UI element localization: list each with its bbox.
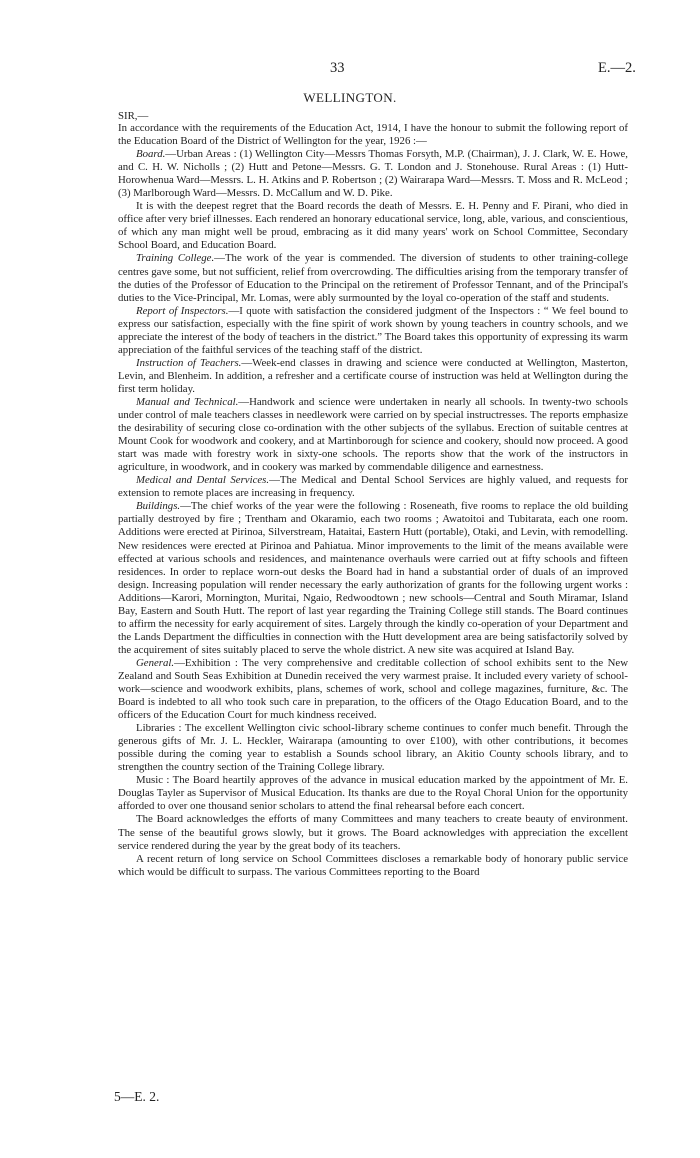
paragraph-intro bbox=[118, 122, 628, 148]
section-heading-buildings: Buildings. bbox=[136, 500, 181, 513]
paragraph-board bbox=[118, 148, 628, 200]
paragraph-text: Music : The Board heartily approves of the advance in musical education marked by the appointment of Mr. E. Douglas Tayler as Supervisor of Musical Education. Its thanks are due to the Royal Choral Union for the opportunity afforded to over one thousand senior scholars to attend the final rehearsal before each concert. bbox=[118, 774, 628, 813]
paragraph-text: The Board acknowledges the efforts of many Committees and many teachers to create beauty of environment. The sense of the beautiful grows slowly, but it grows. The Board acknowledges with appreciation the excellent service rendered during the year by the great body of its teachers. bbox=[118, 813, 628, 852]
section-heading-board: Board. bbox=[136, 148, 166, 161]
paragraph-text: —I quote with satisfaction the considered judgment of the Inspectors : “ We feel bound to express our satisfaction, especially with the fine spirit of work shown by young teachers in country schools, and we appreciate the interest of the body of teachers in the district.” The Board takes this opportunity of expressing its warm appreciation of the faithful services of the teaching staff of the district. bbox=[118, 304, 628, 356]
footer-signature-code: 5—E. 2. bbox=[114, 1089, 160, 1104]
paragraph-text: —Handwork and science were undertaken in nearly all schools. In twenty-two schools under control of male teachers classes in needlework were carried on by special instructresses. The reports emphasize the desirability of securing close co-ordination with the other subjects of the syllabus. Erection of suitable centres at Mount Cook for woodwork and cookery, and at Martinborough for science and cookery, should now proceed. A good start was made with forestry work in sixty-one schools. The reports show that the work of the instructors in agriculture, in woodwork, and in cookery was marked by commendable diligence and earnestness. bbox=[118, 395, 628, 474]
paragraph-libraries bbox=[118, 722, 628, 774]
section-heading-medical: Medical and Dental Services. bbox=[136, 474, 270, 487]
paragraph-buildings bbox=[118, 500, 628, 657]
paragraph-obituary bbox=[118, 200, 628, 252]
paragraph-manual bbox=[118, 396, 628, 474]
paragraph-text: Libraries : The excellent Wellington civic school-library scheme continues to confer much benefit. Through the generous gifts of Mr. J. L. Heckler, Wairarapa (amounting to over £100), with other contributions, it becomes possible during the coming year to establish a Sounds school library, an Akitio County schools library, and to strengthen the country section of the Training College library. bbox=[118, 722, 628, 774]
paragraph-text: —Urban Areas : (1) Wellington City—Messrs Thomas Forsyth, M.P. (Chairman), J. J. Clark, W. E. Howe, and C. H. W. Nicholls ; (2) Hutt and Petone—Messrs. G. T. London and J. Stonehouse. Rural Areas : (1) Hutt-Horowhenua Ward—Messrs. L. H. Atkins and P. Robertson ; (2) Wairarapa Ward—Messrs. T. Moss and R. McLeod ; (3) Marlborough Ward—Messrs. D. McCallum and W. D. Pike. bbox=[118, 148, 628, 200]
paragraph-text: A recent return of long service on School Committees discloses a remarkable body of honorary public service which would be difficult to surpass. The various Committees reporting to the Board bbox=[118, 852, 628, 878]
report-body bbox=[118, 122, 628, 879]
section-heading-training-college: Training College. bbox=[136, 252, 215, 265]
section-heading-general: General. bbox=[136, 656, 175, 669]
page-header bbox=[0, 56, 700, 80]
paragraph-long-service bbox=[118, 853, 628, 879]
paragraph-environment bbox=[118, 813, 628, 852]
paragraph-medical bbox=[118, 474, 628, 500]
section-heading-manual: Manual and Technical. bbox=[136, 395, 239, 408]
paragraph-text: —The Medical and Dental School Services are highly valued, and requests for extension to remote places are increasing in frequency. bbox=[118, 474, 628, 500]
salutation: SIR,— bbox=[118, 110, 149, 122]
section-heading-inspectors: Report of Inspectors. bbox=[136, 304, 229, 317]
paragraph-text: —The chief works of the year were the following : Roseneath, five rooms to replace the old building partially destroyed by fire ; Trentham and Okaramio, each two rooms ; Awatoitoi and Tubitarata, each one room. Additions were erected at Pirinoa, Silverstream, Hataitai, Eastern Hutt (portable), Otaki, and Levin, with remodelling. New residences were erected at Pirinoa and Pahiatua. Minor improvements to the limit of the means available were effected at various schools and residences, and maintenance overhauls were carried out at fifty schools and fifteen residences. In order to replace worn-out desks the Board had in hand a substantial order of duals of an improved design. Increasing population will render necessary the early authorization of grants for the following urgent works : Additions—Karori, Mornington, Muritai, Ngaio, Redwoodtown ; new schools—Central and South Miramar, Island Bay, Eastern and South Hutt. The report of last year regarding the Training College still stands. The Board continues to affirm the necessity for early acquirement of sites. Largely through the kindly co-operation of your Department and the Lands Department the difficulties in connection with the Hutt development area are being satisfactorily solved by the acquirement of sites suitably placed to serve the whole district. A new site was acquired at Island Bay. bbox=[118, 500, 628, 656]
paragraph-inspectors bbox=[118, 305, 628, 357]
paragraph-text: It is with the deepest regret that the Board records the death of Messrs. E. H. Penny and F. Pirani, who died in office after very brief illnesses. Each rendered an honorary educational service, long, able, various, and conscientious, of which any man might well be proud, embracing as it did many years' work on School Committee, Secondary School Board, and Education Board. bbox=[118, 200, 628, 252]
paragraph-general bbox=[118, 657, 628, 722]
paragraph-training-college bbox=[118, 252, 628, 304]
paragraph-text: —Week-end classes in drawing and science were conducted at Wellington, Masterton, Levin, and Blenheim. In addition, a refresher and a certificate course of instruction was held at Wellington during the first term holiday. bbox=[118, 356, 628, 395]
paragraph-music bbox=[118, 774, 628, 813]
series-code: E.—2. bbox=[598, 60, 636, 76]
page-number: 33 bbox=[330, 60, 345, 76]
paragraph-text: —The work of the year is commended. The diversion of students to other training-college centres gave some, but not sufficient, relief from overcrowding. The difficulties arising from the temporary transfer of the duties of the Professor of Education to the Principal on the retirement of Professor Tennant, and of the Principal's duties to the Vice-Principal, Mr. Lomas, were ably surmounted by the loyal co-operation of the staff and students. bbox=[118, 252, 629, 304]
paragraph-text: —Exhibition : The very comprehensive and creditable collection of school exhibits sent to the New Zealand and South Seas Exhibition at Dunedin received the very warmest praise. It included every variety of school-work—science and woodwork exhibits, plans, schemes of work, school and college magazines, furniture, &c. The Board is indebted to all who took such care in preparation, to the officers of the Otago Education Board, and to the officers of the Education Court for much kindness received. bbox=[118, 656, 628, 722]
document-title: WELLINGTON. bbox=[303, 90, 397, 105]
paragraph-text: In accordance with the requirements of the Education Act, 1914, I have the honour to submit the following report of the Education Board of the District of Wellington for the year, 1926 :— bbox=[118, 122, 628, 148]
paragraph-instruction bbox=[118, 357, 628, 396]
section-heading-instruction: Instruction of Teachers. bbox=[136, 356, 242, 369]
